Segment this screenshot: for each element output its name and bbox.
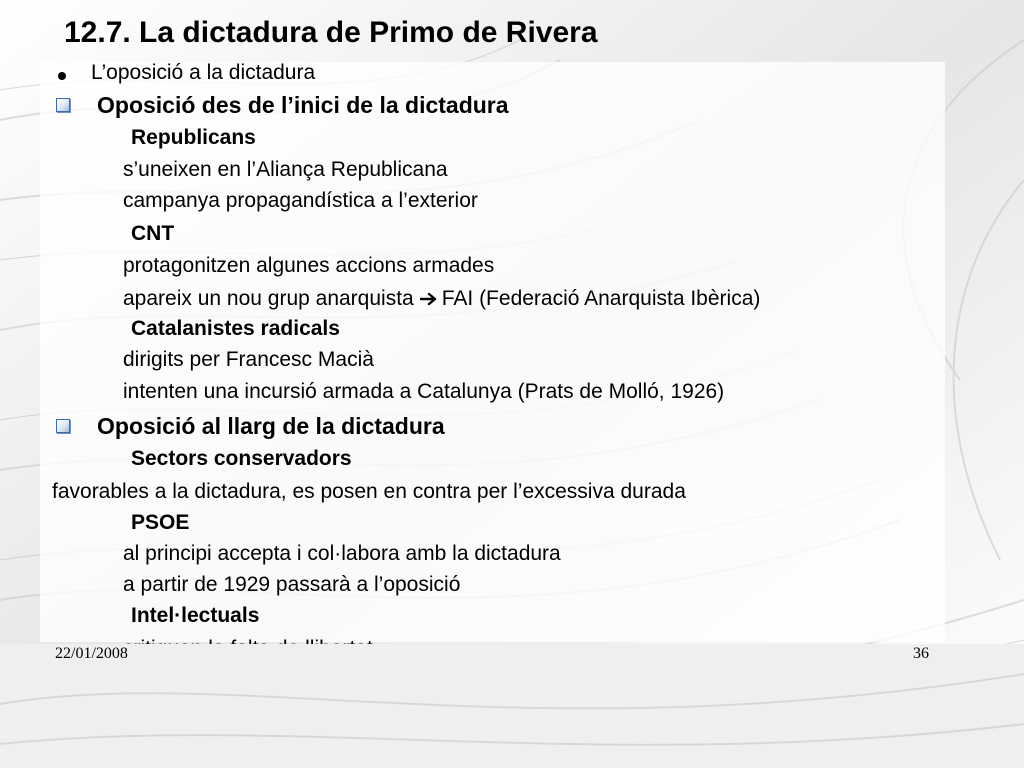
subheading-conservadors: Sectors conservadors	[131, 447, 352, 470]
cnt-item-2-suffix: FAI (Federació Anarquista Ibèrica)	[441, 287, 761, 310]
bottom-background	[0, 644, 1024, 768]
subheading-republicans: Republicans	[131, 126, 256, 149]
intro-text: L’oposició a la dictadura	[91, 61, 316, 84]
subheading-catalanistes: Catalanistes radicals	[131, 317, 340, 340]
filled-dot-icon	[58, 72, 66, 80]
catalanistes-item-2: intenten una incursió armada a Catalunya (Prats de Molló, 1926)	[123, 380, 725, 403]
slide-title: 12.7. La dictadura de Primo de Rivera	[64, 16, 598, 49]
subheading-psoe: PSOE	[131, 511, 190, 534]
checkbox-square-icon	[56, 98, 70, 112]
checkbox-square-icon	[56, 419, 70, 433]
psoe-item-1: al principi accepta i col·labora amb la dictadura	[123, 542, 561, 565]
right-arrow-icon	[420, 292, 438, 306]
cnt-item-1: protagonitzen algunes accions armades	[123, 254, 495, 277]
psoe-item-2: a partir de 1929 passarà a l’oposició	[123, 573, 461, 596]
catalanistes-item-1: dirigits per Francesc Macià	[123, 348, 374, 371]
cnt-item-2-prefix: apareix un nou grup anarquista	[123, 287, 414, 310]
subheading-intellectuals: Intel·lectuals	[131, 604, 260, 627]
section2-heading: Oposició al llarg de la dictadura	[97, 413, 445, 439]
page-number: 36	[913, 645, 929, 662]
republicans-item-1: s’uneixen en l’Aliança Republicana	[123, 158, 448, 181]
cnt-item-2	[123, 286, 760, 312]
republicans-item-2: campanya propagandística a l’exterior	[123, 189, 478, 212]
subheading-cnt: CNT	[131, 222, 175, 245]
section1-heading: Oposició des de l’inici de la dictadura	[97, 92, 509, 118]
footer-date: 22/01/2008	[55, 645, 128, 662]
conservadors-item: favorables a la dictadura, es posen en contra per l’excessiva durada	[52, 480, 686, 503]
